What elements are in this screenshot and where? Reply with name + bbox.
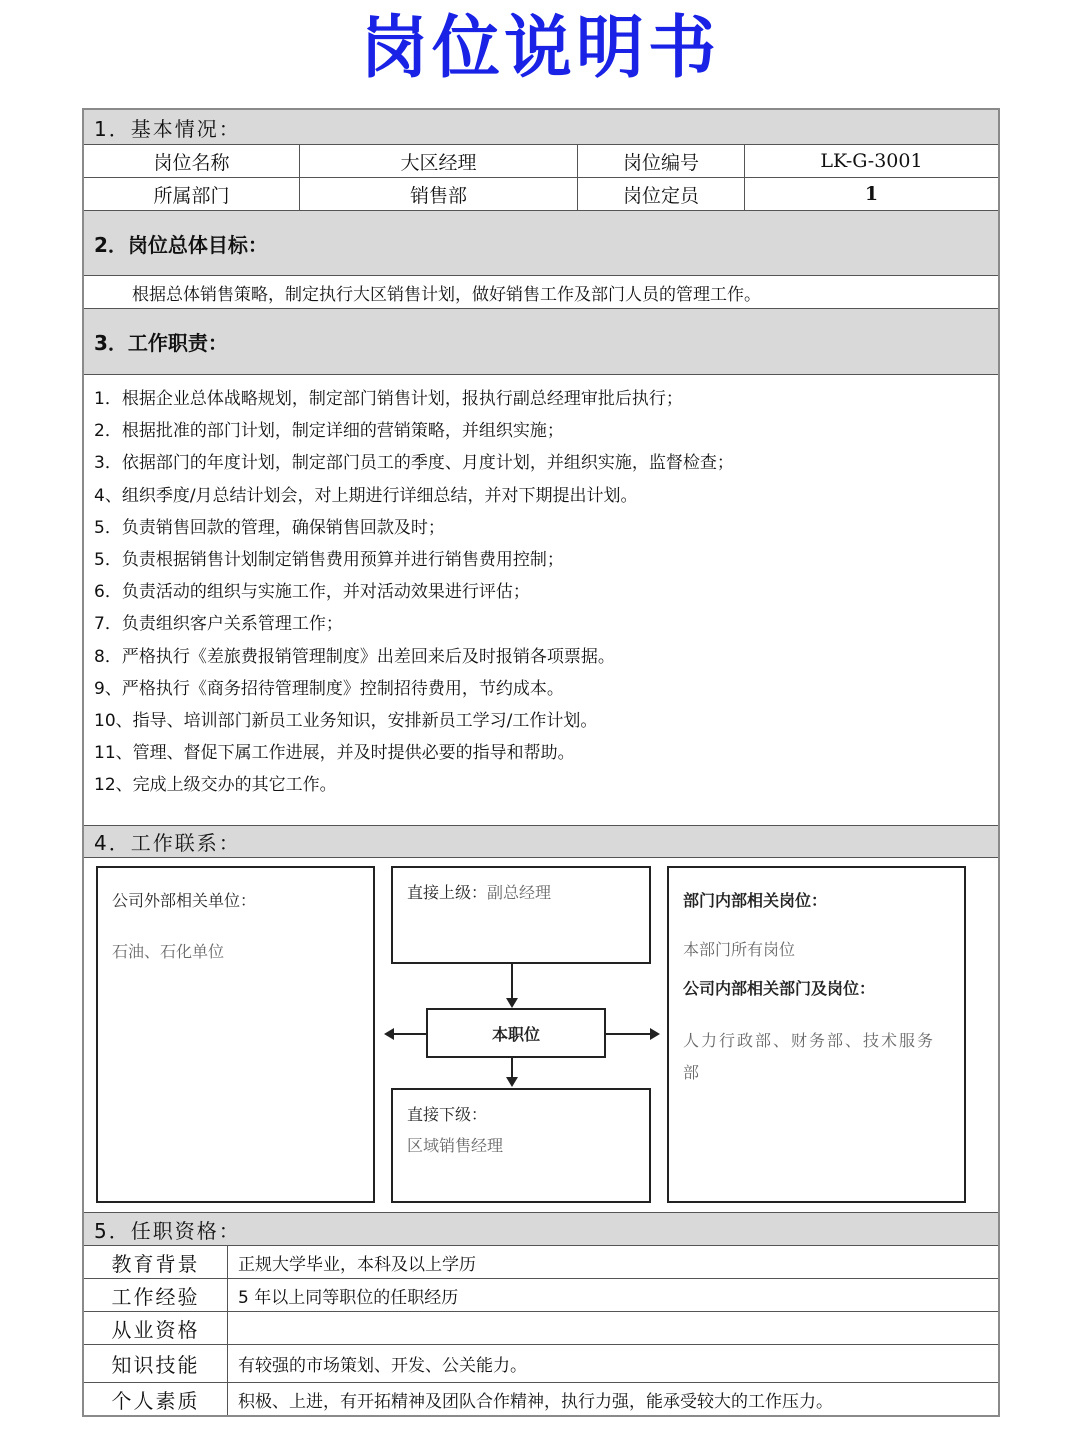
- arrow-left-line: [394, 1033, 426, 1035]
- duties-list: [84, 375, 998, 826]
- qualification-row: [84, 1345, 998, 1383]
- qualification-row: [84, 1279, 998, 1312]
- section-relations-heading: 4．工作联系：: [84, 826, 998, 858]
- arrow-left-icon: [384, 1028, 394, 1040]
- basic-row-2: [84, 178, 998, 211]
- external-units-label: 公司外部相关单位：: [112, 891, 257, 910]
- superior-value: 副总经理: [487, 883, 552, 902]
- self-position-label: 本职位: [491, 1024, 540, 1044]
- relations-diagram: [84, 858, 998, 1213]
- internal-posts-value: 本部门所有岗位: [683, 940, 796, 959]
- goal-text: 根据总体销售策略，制定执行大区销售计划，做好销售工作及部门人员的管理工作。: [84, 276, 998, 309]
- external-units-value: 石油、石化单位: [112, 942, 225, 961]
- duty-item: 8．严格执行《差旅费报销管理制度》出差回来后及时报销各项票据。: [94, 646, 615, 667]
- duty-item: 3．依据部门的年度计划，制定部门员工的季度、月度计划，并组织实施，监督检查；: [94, 453, 734, 474]
- internal-relations-box: [667, 866, 966, 1203]
- subordinate-label: 直接下级：: [407, 1105, 488, 1124]
- duty-item: 2．根据批准的部门计划，制定详细的营销策略，并组织实施；: [94, 421, 564, 442]
- duty-item: 5．负责根据销售计划制定销售费用预算并进行销售费用控制；: [94, 549, 564, 570]
- section-qualifications-heading: 5．任职资格：: [84, 1213, 998, 1246]
- arrow-right-line: [606, 1033, 650, 1035]
- qualification-value: 有较强的市场策划、开发、公关能力。: [238, 1356, 527, 1376]
- qualification-row: [84, 1312, 998, 1345]
- qualification-value: 积极、上进，有开拓精神及团队合作精神，执行力强，能承受较大的工作压力。: [238, 1391, 833, 1412]
- duty-item: 11、管理、督促下属工作进展，并及时提供必要的指导和帮助。: [94, 743, 575, 764]
- basic-row-1: [84, 145, 998, 178]
- arrow-down-icon: [506, 998, 518, 1008]
- arrow-down-line: [511, 964, 513, 1002]
- superior-box: [391, 866, 651, 964]
- label-headcount: 岗位定员: [578, 178, 745, 210]
- qualification-label: 教育背景: [84, 1246, 228, 1278]
- duty-item: 5．负责销售回款的管理，确保销售回款及时；: [94, 517, 445, 538]
- qualification-label: 知识技能: [84, 1345, 228, 1382]
- qualification-row: [84, 1246, 998, 1279]
- duty-item: 9、严格执行《商务招待管理制度》控制招待费用，节约成本。: [94, 678, 564, 699]
- section-goal-heading: 2．岗位总体目标：: [84, 211, 998, 276]
- qualification-label: 个人素质: [84, 1383, 228, 1415]
- value-headcount: 1: [864, 183, 879, 205]
- label-position-code: 岗位编号: [578, 145, 745, 177]
- duty-item: 7．负责组织客户关系管理工作；: [94, 614, 343, 635]
- subordinate-value: 区域销售经理: [407, 1136, 504, 1155]
- value-position-name: 大区经理: [300, 145, 578, 177]
- job-description-form: [82, 108, 1000, 1417]
- arrow-right-icon: [650, 1028, 660, 1040]
- duty-item: 10、指导、培训部门新员工业务知识，安排新员工学习/工作计划。: [94, 710, 598, 731]
- subordinate-box: [391, 1088, 651, 1203]
- qualification-value: 正规大学毕业，本科及以上学历: [238, 1254, 476, 1275]
- internal-posts-label: 部门内部相关岗位：: [683, 891, 828, 910]
- qualification-label: 工作经验: [84, 1279, 228, 1311]
- superior-label: 直接上级：: [407, 883, 488, 902]
- company-depts-label: 公司内部相关部门及岗位：: [683, 979, 876, 998]
- label-department: 所属部门: [84, 178, 300, 210]
- duty-item: 12、完成上级交办的其它工作。: [94, 775, 337, 796]
- external-units-box: [96, 866, 375, 1203]
- arrow-down-icon-2: [506, 1077, 518, 1087]
- duty-item: 1．根据企业总体战略规划，制定部门销售计划，报执行副总经理审批后执行；: [94, 389, 683, 409]
- section-basic-heading: 1．基本情况：: [84, 110, 998, 145]
- duty-item: 4、组织季度/月总结计划会，对上期进行详细总结，并对下期提出计划。: [94, 485, 638, 506]
- value-position-code: LK-G-3001: [820, 150, 923, 172]
- qualification-label: 从业资格: [84, 1312, 228, 1344]
- value-department: 销售部: [300, 178, 578, 210]
- qualification-value: 5 年以上同等职位的任职经历: [238, 1287, 459, 1308]
- qualification-row: [84, 1383, 998, 1415]
- company-depts-value: 人力行政部、财务部、技术服务部: [683, 1031, 936, 1082]
- page-title: 岗位说明书: [359, 9, 720, 88]
- self-position-box: [426, 1008, 606, 1058]
- label-position-name: 岗位名称: [84, 145, 300, 177]
- section-duties-heading: 3．工作职责：: [84, 309, 998, 375]
- duty-item: 6．负责活动的组织与实施工作，并对活动效果进行评估；: [94, 582, 530, 603]
